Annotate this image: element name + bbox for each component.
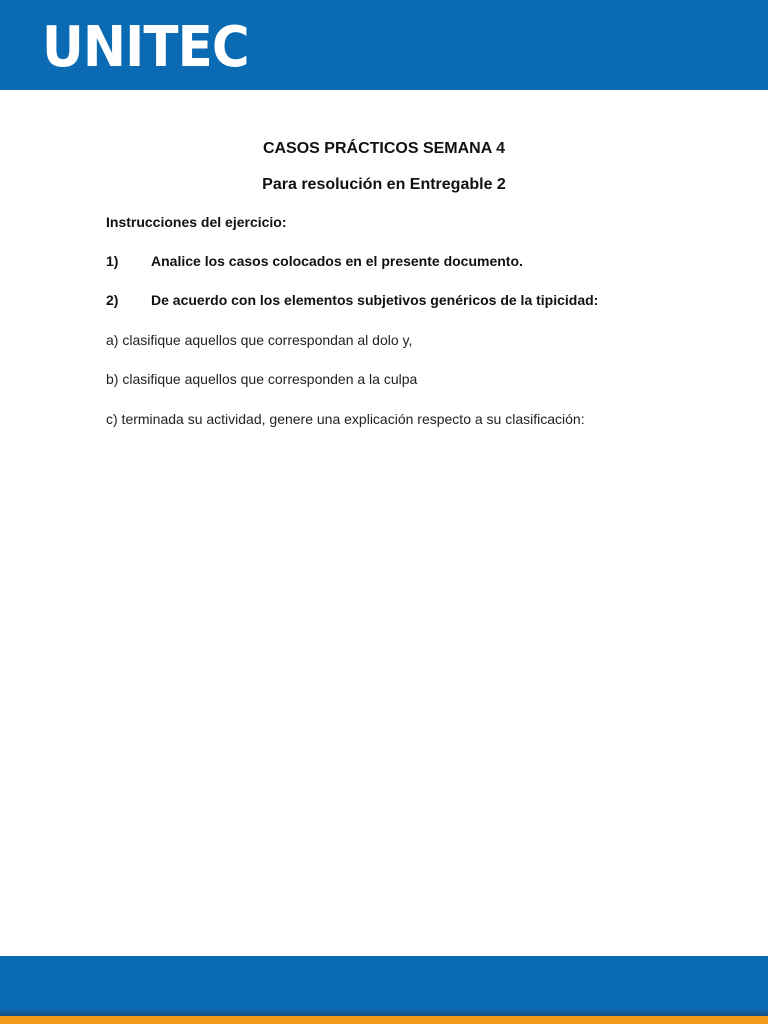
- document-subtitle: Para resolución en Entregable 2: [262, 176, 506, 193]
- item-number-1: 1): [106, 253, 119, 269]
- sub-item-a: a) clasifique aquellos que correspondan al dolo y,: [106, 332, 413, 348]
- document-title: CASOS PRÁCTICOS SEMANA 4: [262, 140, 506, 157]
- instructions-heading: Instrucciones del ejercicio:: [106, 214, 287, 230]
- header-band: [0, 0, 768, 90]
- sub-item-c: c) terminada su actividad, genere una explicación respecto a su clasificación:: [106, 411, 585, 427]
- footer-shadow: [0, 1008, 768, 1016]
- item-text-2: De acuerdo con los elementos subjetivos genéricos de la tipicidad:: [151, 292, 599, 308]
- footer-accent-stripe: [0, 1016, 768, 1024]
- item-text-1: Analice los casos colocados en el presente documento.: [151, 253, 523, 269]
- item-number-2: 2): [106, 292, 119, 308]
- unitec-logo: UNITEC: [42, 15, 249, 80]
- footer-band: [0, 956, 768, 1016]
- sub-item-b: b) clasifique aquellos que corresponden a la culpa: [106, 371, 418, 387]
